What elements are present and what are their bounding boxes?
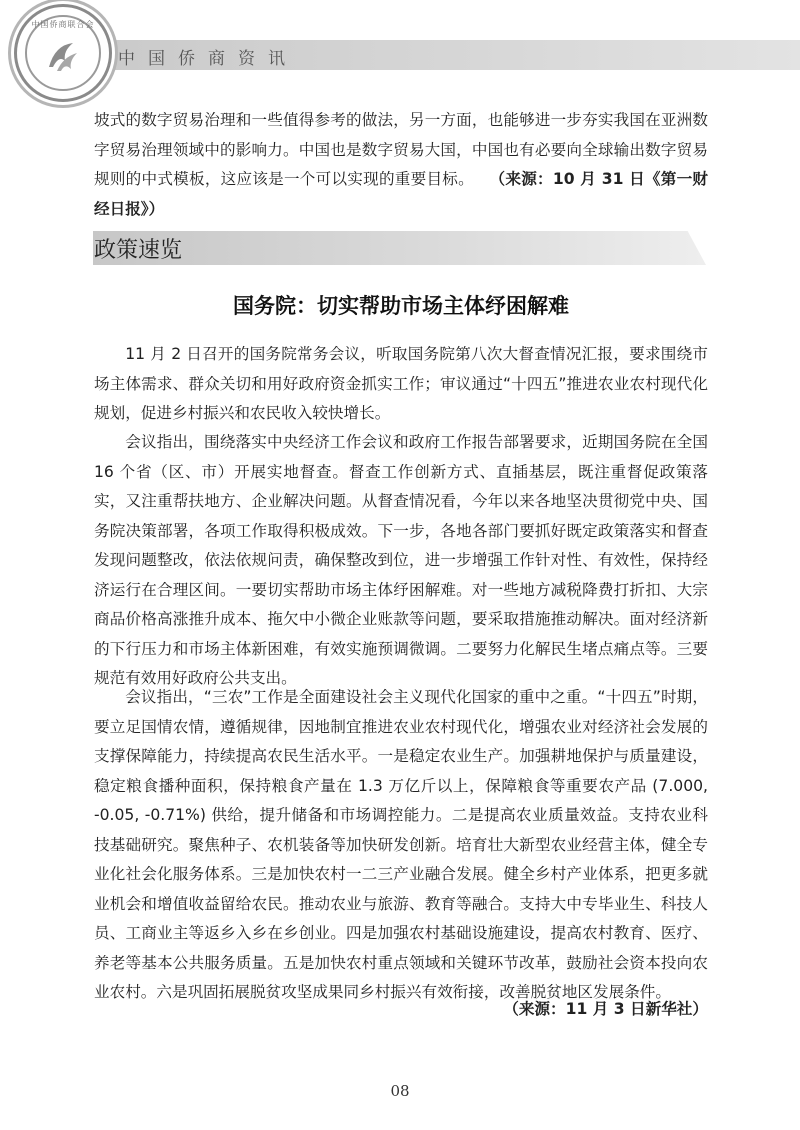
article-paragraph-2: 会议指出，围绕落实中央经济工作会议和政府工作报告部署要求，近期国务院在全国 16 个省（区、市）开展实地督查。督查工作创新方式、直插基层，既注重督促政策落实，又注重帮扶地方、企业解决问题。从督查情况看，今年以来各地坚决贯彻党中央、国务院决策部署，各项工作取得积极成效。下一步，各地各部门要抓好既定政策落实和督查发现问题整改，依法依规问责，确保整改到位，进一步增强工作针对性、有效性，保持经济运行在合理区间。一要切实帮助市场主体纾困解难。对一些地方减税降费打折扣、大宗商品价格高涨推升成本、拖欠中小微企业账款等问题，要采取措施推动解决。面对经济新的下行压力和市场主体新困难，有效实施预调微调。二要努力化解民生堵点痛点等。三要规范有效用好政府公共支出。	[94, 433, 708, 687]
logo	[14, 4, 112, 102]
article-title: 国务院：切实帮助市场主体纾困解难	[233, 294, 569, 318]
intro-paragraph	[94, 106, 708, 224]
page-number: 08	[390, 1082, 410, 1100]
logo-text: 中国侨商联合会	[31, 20, 95, 29]
intro-text: 坡式的数字贸易治理和一些值得参考的做法，另一方面，也能够进一步夯实我国在亚洲数字贸易治理领域中的影响力。中国也是数字贸易大国，中国也有必要向全球输出数字贸易规则的中式模板，这应该是一个可以实现的重要目标。	[94, 111, 708, 188]
article-paragraph-3: 会议指出，“三农”工作是全面建设社会主义现代化国家的重中之重。“十四五”时期，要立足国情农情，遵循规律，因地制宜推进农业农村现代化，增强农业对经济社会发展的支撑保障能力，持续提高农民生活水平。一是稳定农业生产。加强耕地保护与质量建设，稳定粮食播种面积，保持粮食产量在 1.3 万亿斤以上，保障粮食等重要农产品 (7.000, -0.05, -0.71%) 供给，提升储备和市场调控能力。二是提高农业质量效益。支持农业科技基础研究。聚焦种子、农机装备等加快研发创新。培育壮大新型农业经营主体，健全专业化社会化服务体系。三是加快农村一二三产业融合发展。健全乡村产业体系，把更多就业机会和增值收益留给农民。推动农业与旅游、教育等融合。支持大中专毕业生、科技人员、工商业主等返乡入乡在乡创业。四是加强农村基础设施建设，提高农村教育、医疗、养老等基本公共服务质量。五是加快农村重点领域和关键环节改革，鼓励社会资本投向农业农村。六是巩固拓展脱贫攻坚成果同乡村振兴有效衔接，改善脱贫地区发展条件。	[94, 688, 708, 1001]
section-band	[93, 231, 706, 265]
article-source: （来源：11 月 3 日新华社）	[503, 1000, 708, 1018]
intro-source: （来源：10 月 31 日《第一财经日报》）	[94, 170, 708, 218]
header-title: 中国侨商资讯	[118, 49, 298, 69]
logo-mark-icon	[43, 37, 83, 77]
article-paragraph-1: 11 月 2 日召开的国务院常务会议，听取国务院第八次大督查情况汇报，要求围绕市场主体需求、群众关切和用好政府资金抓实工作；审议通过“十四五”推进农业农村现代化规划，促进乡村振兴和农民收入较快增长。	[94, 345, 708, 422]
section-title: 政策速览	[94, 238, 183, 263]
